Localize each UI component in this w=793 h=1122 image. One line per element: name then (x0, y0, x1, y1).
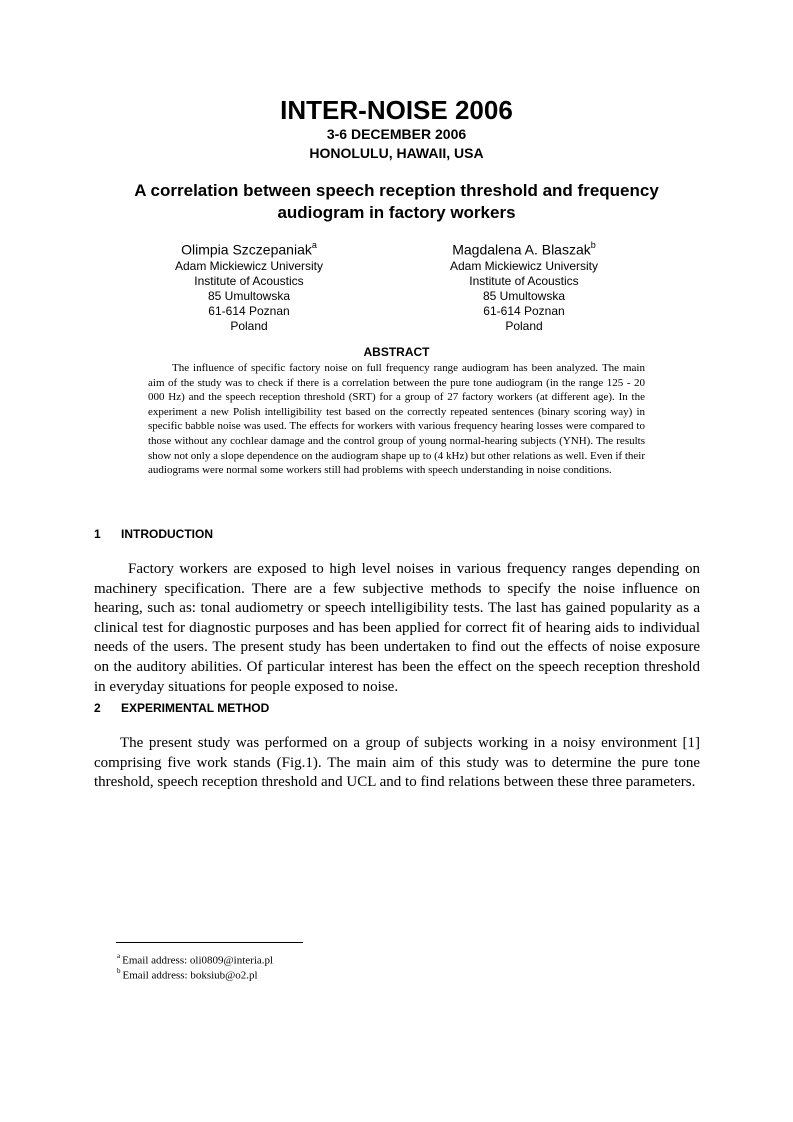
section-text-experimental-method: The present study was performed on a group of subjects working in a noisy environment [1] comprising five work stands (Fig.1). The main aim of this study was to determine the pure tone threshold, speech reception threshold and UCL and to find relations between these three parameters. (94, 735, 700, 791)
paper-title-line-1: A correlation between speech reception threshold and frequency (134, 181, 659, 200)
conference-title: INTER-NOISE 2006 (280, 95, 513, 125)
author-block-2 (404, 237, 644, 334)
conference-dates: 3-6 DECEMBER 2006 (326, 126, 467, 142)
section-text-introduction: Factory workers are exposed to high level noises in various frequency ranges depending on machinery specification. There are a few subjective methods to specify the noise influence on hearing, such as: tonal audiometry or speech intelligibility tests. The last has gained popularity as a clinical test for diagnostic purposes and has been applied for correct fit of hearing aids to individual needs of the users. The present study has been undertaken to find out the effects of noise exposure on the auditory abilities. Of particular interest has been the effect on the speech reception threshold in everyday situations for people exposed to noise. (94, 561, 700, 695)
author-affiliation-line: Institute of Acoustics (469, 273, 579, 288)
section-heading-experimental-method (94, 701, 269, 716)
author-affiliation-line: 61-614 Poznan (483, 303, 565, 318)
section-title: EXPERIMENTAL METHOD (121, 701, 270, 715)
abstract-heading: ABSTRACT (363, 345, 430, 359)
footnote-mark: a (117, 952, 121, 960)
author-footnote-mark: b (590, 240, 596, 250)
footnote-mark: b (117, 967, 121, 975)
author-affiliation-line: Poland (230, 318, 268, 333)
footnote-divider (116, 942, 303, 943)
footnote-b (117, 965, 258, 983)
section-title: INTRODUCTION (121, 527, 213, 541)
paper-title-line-2: audiogram in factory workers (277, 203, 516, 222)
author-affiliation-line: 61-614 Poznan (208, 303, 290, 318)
author-affiliation-line: 85 Umultowska (207, 288, 291, 303)
author-footnote-mark: a (311, 240, 317, 250)
section-heading-introduction (94, 527, 213, 542)
author-affiliation-line: 85 Umultowska (482, 288, 566, 303)
author-name: Magdalena A. Blaszak$^b$ (452, 240, 596, 258)
section-number: 2 (94, 701, 101, 715)
author-affiliation-line: Adam Mickiewicz University (449, 258, 599, 273)
paper-title (100, 180, 693, 224)
author-name: Olimpia Szczepaniak$^a$ (181, 240, 317, 258)
footnote-text: Email address: oli0809@interia.pl (122, 954, 274, 967)
footnote-text: Email address: boksiub@o2.pl (122, 969, 258, 982)
author-block-1 (129, 237, 369, 334)
author-affiliation-line: Poland (505, 318, 543, 333)
author-affiliation-line: Institute of Acoustics (194, 273, 304, 288)
abstract-text: The influence of specific factory noise on full frequency range audiogram has been analyzed. The main aim of the study was to check if there is a correlation between the pure tone audiogram (in the range 125 - 20 000 Hz) and the speech reception threshold (SRT) for a group of 27 factory workers (at different age). In the experiment a new Polish intelligibility test based on the correctly repeated sentences (binary scoring way) in specific babble noise was used. The effects for workers with various frequency hearing losses were compared to those without any cochlear damage and the control group of young normal-hearing subjects (YNH). The results show not only a slope dependence on the audiogram shape up to (4 kHz) but other relations as well. Even if their audiograms were normal some workers still had problems with speech understanding in noise conditions. (148, 362, 645, 477)
section-number: 1 (94, 527, 101, 541)
author-affiliation-line: Adam Mickiewicz University (174, 258, 324, 273)
conference-location: HONOLULU, HAWAII, USA (309, 145, 484, 161)
